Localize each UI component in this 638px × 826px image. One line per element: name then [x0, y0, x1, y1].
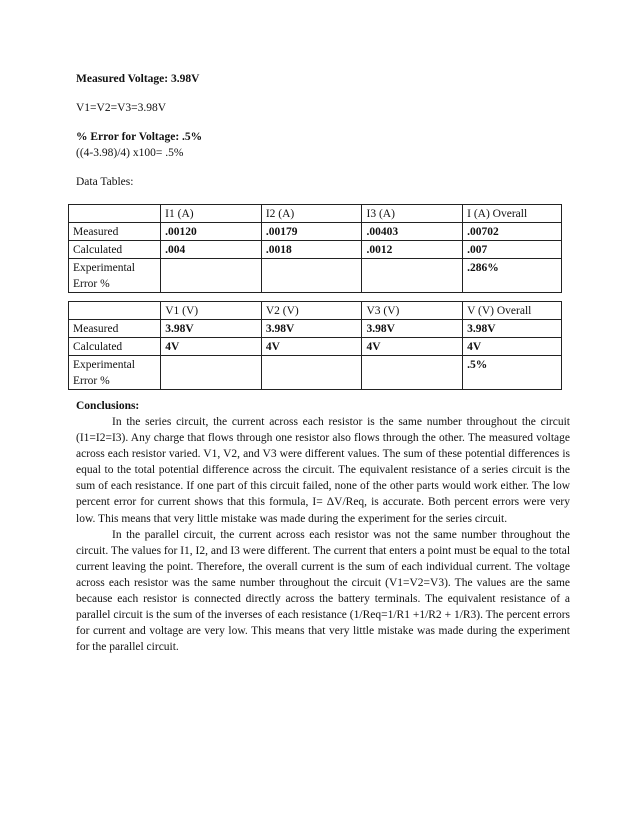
table-cell: 3.98V	[161, 320, 262, 338]
table-header-row	[69, 302, 562, 320]
series-circuit-paragraph: In the series circuit, the current across each resistor is the same number throughout the circuit (I1=I2=I3). Any charge that flows through one resistor also flows through the other. The measured voltage across each resistor varied. V1, V2, and V3 were different values. The sum of these potential differences is equal to the total potential difference across the circuit. The equivalent resistance of a series circuit is the sum of each resistance. If one part of this circuit failed, none of the other parts would work either. The low percent error for current shows that this formula, I= ΔV/Req, is accurate. Both percent errors were very low. This means that very little mistake was made during the experiment for the series circuit.	[76, 416, 570, 525]
table-cell	[161, 356, 262, 390]
table-cell	[261, 356, 362, 390]
table-cell	[261, 259, 362, 293]
table-header-cell: V (V) Overall	[463, 302, 562, 320]
conclusions-heading: Conclusions:	[76, 400, 140, 412]
table-header-cell: V2 (V)	[261, 302, 362, 320]
table-header-cell	[69, 205, 161, 223]
table-cell: .004	[161, 241, 262, 259]
table-cell: .00702	[463, 223, 562, 241]
table-cell: 3.98V	[261, 320, 362, 338]
table-header-cell: I1 (A)	[161, 205, 262, 223]
table-row	[69, 338, 562, 356]
row-label-line: Experimental	[73, 262, 135, 274]
table-cell: 4V	[362, 338, 463, 356]
table-cell	[362, 259, 463, 293]
table-cell: 4V	[463, 338, 562, 356]
table-cell: .0012	[362, 241, 463, 259]
table-header-cell: I (A) Overall	[463, 205, 562, 223]
table-row	[69, 223, 562, 241]
table-cell: .286%	[463, 259, 562, 293]
row-label	[69, 356, 161, 390]
table-row	[69, 241, 562, 259]
row-label: Measured	[69, 223, 161, 241]
row-label: Calculated	[69, 241, 161, 259]
voltages-equal-line: V1=V2=V3=3.98V	[76, 102, 167, 114]
table-header-cell	[69, 302, 161, 320]
table-header-cell: V1 (V)	[161, 302, 262, 320]
table-cell	[362, 356, 463, 390]
table-cell: 3.98V	[463, 320, 562, 338]
table-header-cell: V3 (V)	[362, 302, 463, 320]
table-row	[69, 320, 562, 338]
percent-error-heading: % Error for Voltage: .5%	[76, 131, 203, 143]
table-header-cell: I2 (A)	[261, 205, 362, 223]
table-cell	[161, 259, 262, 293]
row-label	[69, 259, 161, 293]
row-label: Measured	[69, 320, 161, 338]
row-label: Calculated	[69, 338, 161, 356]
table-cell: .00120	[161, 223, 262, 241]
data-tables-label: Data Tables:	[76, 176, 134, 188]
table-row	[69, 259, 562, 293]
table-cell: .5%	[463, 356, 562, 390]
table-cell: .00179	[261, 223, 362, 241]
table-header-row	[69, 205, 562, 223]
percent-error-calculation: ((4-3.98)/4) x100= .5%	[76, 147, 184, 159]
current-table	[68, 204, 562, 293]
conclusions-text	[76, 414, 570, 655]
parallel-circuit-paragraph: In the parallel circuit, the current across each resistor was not the same number throughout the circuit. The values for I1, I2, and I3 were different. The current that enters a point must be equal to the total current leaving the point. Therefore, the overall current is the sum of each individual current. The voltage across each resistor was the same number throughout the circuit (V1=V2=V3). The values are the same because each resistor is connected directly across the battery terminals. The equivalent resistance of a parallel circuit is the sum of the inverses of each resistance (1/Req=1/R1 +1/R2 + 1/R3). The percent errors for current and voltage are very low. This means that very little mistake was made during the experiment for the parallel circuit.	[76, 528, 571, 654]
table-cell: 4V	[161, 338, 262, 356]
measured-voltage-heading: Measured Voltage: 3.98V	[76, 73, 200, 85]
table-cell: .0018	[261, 241, 362, 259]
table-row	[69, 356, 562, 390]
table-cell: 3.98V	[362, 320, 463, 338]
voltage-table	[68, 301, 562, 390]
document-body	[73, 71, 571, 655]
table-cell: 4V	[261, 338, 362, 356]
row-label-line: Error %	[73, 375, 110, 387]
table-cell: .007	[463, 241, 562, 259]
row-label-line: Experimental	[73, 359, 135, 371]
table-cell: .00403	[362, 223, 463, 241]
row-label-line: Error %	[73, 278, 110, 290]
table-header-cell: I3 (A)	[362, 205, 463, 223]
